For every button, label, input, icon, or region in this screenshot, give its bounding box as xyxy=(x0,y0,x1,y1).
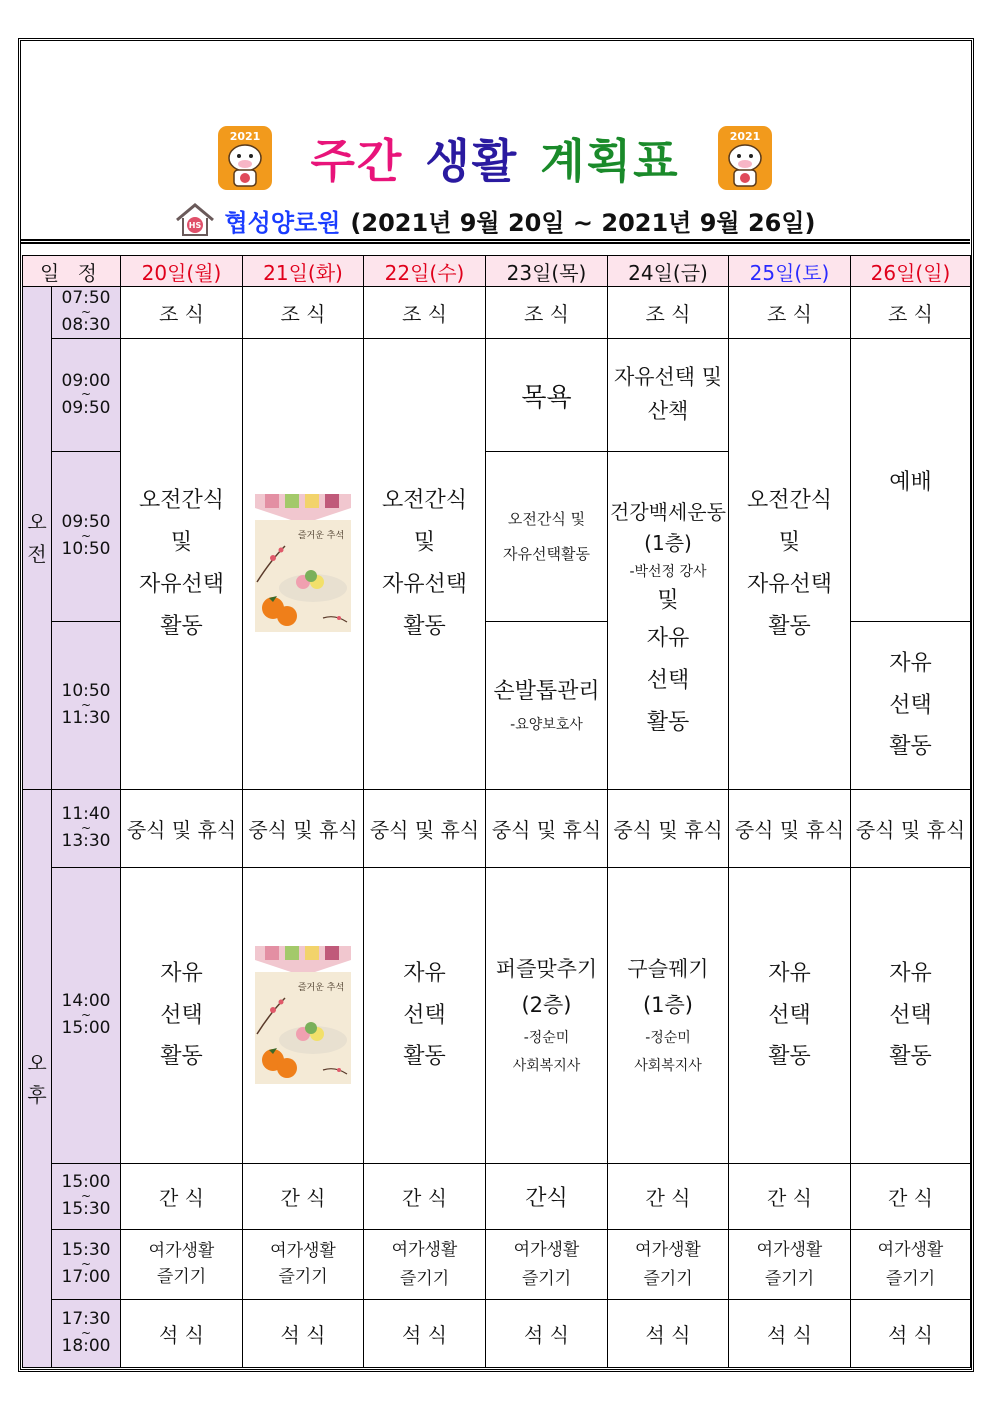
lunch-cell: 중식 및 휴식 xyxy=(243,790,364,868)
lunch-cell: 중식 및 휴식 xyxy=(364,790,486,868)
day-header: 25일(토) xyxy=(729,256,851,287)
dinner-cell: 석 식 xyxy=(851,1300,971,1368)
breakfast-cell: 조 식 xyxy=(608,287,729,339)
dinner-cell: 석 식 xyxy=(243,1300,364,1368)
cow-mascot-icon xyxy=(716,124,774,192)
day-header: 26일(일) xyxy=(851,256,971,287)
day-header: 21일(화) xyxy=(243,256,364,287)
snack-free-choice-cell: 오전간식 및 자유선택활동 xyxy=(486,452,608,622)
time-cell: 15:00 ~ 15:30 xyxy=(52,1164,121,1230)
lunch-cell: 중식 및 휴식 xyxy=(851,790,971,868)
day-header: 20일(월) xyxy=(121,256,243,287)
breakfast-cell: 조 식 xyxy=(243,287,364,339)
leisure-cell: 여가생활 즐기기 xyxy=(364,1230,486,1300)
pm-label: 오 후 xyxy=(23,790,52,1368)
svg-text:즐거운 추석: 즐거운 추석 xyxy=(297,982,345,993)
lunch-cell: 중식 및 휴식 xyxy=(121,790,243,868)
day-header: 24일(금) xyxy=(608,256,729,287)
free-choice-walk-cell: 자유선택 및 산책 xyxy=(608,339,729,452)
table-row xyxy=(23,339,971,452)
free-activity-cell: 자유 선택 활동 xyxy=(851,622,971,790)
time-cell: 11:40 ~ 13:30 xyxy=(52,790,121,868)
free-activity-cell: 자유 선택 활동 xyxy=(729,868,851,1164)
table-row xyxy=(23,790,971,868)
chuseok-image-cell xyxy=(243,868,364,1164)
time-cell: 17:30 ~ 18:00 xyxy=(52,1300,121,1368)
leisure-cell: 여가생활 즐기기 xyxy=(121,1230,243,1300)
schedule-corner-label: 일 정 xyxy=(23,256,121,287)
table-row xyxy=(23,287,971,339)
table-row xyxy=(23,1230,971,1300)
breakfast-cell: 조 식 xyxy=(121,287,243,339)
chuseok-image-cell xyxy=(243,339,364,790)
cow-mascot-icon xyxy=(216,124,274,192)
svg-text:즐거운 추석: 즐거운 추석 xyxy=(297,531,345,541)
leisure-cell: 여가생활 즐기기 xyxy=(851,1230,971,1300)
dinner-cell: 석 식 xyxy=(364,1300,486,1368)
table-row xyxy=(23,1164,971,1230)
snack-cell: 간식 xyxy=(486,1164,608,1230)
dinner-cell: 석 식 xyxy=(729,1300,851,1368)
svg-text:2021: 2021 xyxy=(230,130,261,143)
subtitle-row xyxy=(20,200,970,240)
bath-cell: 목욕 xyxy=(486,339,608,452)
schedule-table xyxy=(22,255,971,1368)
breakfast-cell: 조 식 xyxy=(364,287,486,339)
leisure-cell: 여가생활 즐기기 xyxy=(243,1230,364,1300)
title-word-life: 생활 xyxy=(425,134,519,188)
breakfast-cell: 조 식 xyxy=(486,287,608,339)
time-cell: 09:00 ~ 09:50 xyxy=(52,339,121,452)
svg-text:HS: HS xyxy=(188,221,201,230)
page-title xyxy=(310,125,679,191)
time-cell: 07:50 ~ 08:30 xyxy=(52,287,121,339)
leisure-cell: 여가생활 즐기기 xyxy=(486,1230,608,1300)
free-activity-cell: 자유 선택 활동 xyxy=(364,868,486,1164)
time-cell: 14:00 ~ 15:00 xyxy=(52,868,121,1164)
free-activity-cell: 자유 선택 활동 xyxy=(851,868,971,1164)
title-word-plan: 계획표 xyxy=(540,134,680,188)
organization-name: 협성양로원 xyxy=(224,208,341,237)
snack-cell: 간 식 xyxy=(851,1164,971,1230)
svg-text:2021: 2021 xyxy=(729,130,760,143)
lunch-cell: 중식 및 휴식 xyxy=(486,790,608,868)
title-row xyxy=(20,118,970,198)
snack-cell: 간 식 xyxy=(729,1164,851,1230)
nail-care-cell: 손발톱관리 -요양보호사 xyxy=(486,622,608,790)
snack-cell: 간 식 xyxy=(121,1164,243,1230)
bead-stringing-cell: 구슬꿰기 (1층) -정순미 사회복지사 xyxy=(608,868,729,1164)
snack-cell: 간 식 xyxy=(243,1164,364,1230)
breakfast-cell: 조 식 xyxy=(851,287,971,339)
header-row xyxy=(23,256,971,287)
lunch-cell: 중식 및 휴식 xyxy=(729,790,851,868)
puzzle-cell: 퍼즐맞추기 (2층) -정순미 사회복지사 xyxy=(486,868,608,1164)
free-activity-cell: 자유 선택 활동 xyxy=(121,868,243,1164)
time-cell: 09:50 ~ 10:50 xyxy=(52,452,121,622)
dinner-cell: 석 식 xyxy=(486,1300,608,1368)
am-activity-cell: 오전간식 및 자유선택 활동 xyxy=(364,339,486,790)
worship-cell: 예배 xyxy=(851,339,971,622)
am-activity-cell: 오전간식 및 자유선택 활동 xyxy=(121,339,243,790)
snack-cell: 간 식 xyxy=(364,1164,486,1230)
schedule-period: (2021년 9월 20일 ~ 2021년 9월 26일) xyxy=(350,208,816,237)
leisure-cell: 여가생활 즐기기 xyxy=(608,1230,729,1300)
day-header: 22일(수) xyxy=(364,256,486,287)
am-activity-cell: 오전간식 및 자유선택 활동 xyxy=(729,339,851,790)
lunch-cell: 중식 및 휴식 xyxy=(608,790,729,868)
exercise-cell: 건강백세운동 (1층) -박선정 강사 및 자유 선택 활동 xyxy=(608,452,729,790)
day-header: 23일(목) xyxy=(486,256,608,287)
title-word-weekly: 주간 xyxy=(310,134,404,188)
table-row xyxy=(23,868,971,1164)
breakfast-cell: 조 식 xyxy=(729,287,851,339)
header xyxy=(20,40,970,244)
leisure-cell: 여가생활 즐기기 xyxy=(729,1230,851,1300)
table-row xyxy=(23,1300,971,1368)
time-cell: 10:50 ~ 11:30 xyxy=(52,622,121,790)
dinner-cell: 석 식 xyxy=(608,1300,729,1368)
chuseok-greeting-image xyxy=(251,490,355,638)
chuseok-greeting-image xyxy=(251,942,355,1090)
house-logo-icon xyxy=(175,202,215,238)
snack-cell: 간 식 xyxy=(608,1164,729,1230)
time-cell: 15:30 ~ 17:00 xyxy=(52,1230,121,1300)
am-label: 오 전 xyxy=(23,287,52,790)
dinner-cell: 석 식 xyxy=(121,1300,243,1368)
